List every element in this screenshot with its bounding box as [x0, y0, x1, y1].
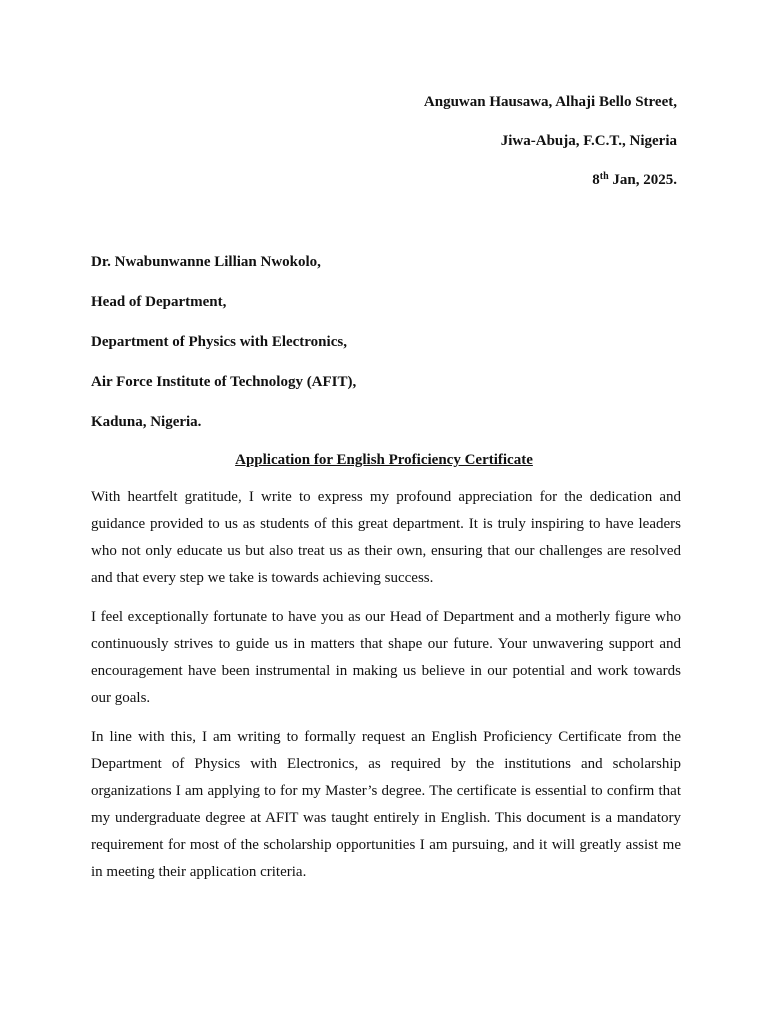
date-day: 8 — [592, 172, 600, 188]
sender-address-line-2: Jiwa-Abuja, F.C.T., Nigeria — [500, 133, 677, 149]
body-paragraph: With heartfelt gratitude, I write to express my profound appreciation for the dedication and guidance provided to us as students of this great department. It is truly inspiring to have leaders who not only educate us but also treat us as their own, ensuring that our challenges are resolved and that every step we take is towards achieving success. — [91, 489, 681, 586]
letter-subject: Application for English Proficiency Certificate — [235, 452, 533, 468]
recipient-address-block — [91, 252, 356, 452]
recipient-institution: Air Force Institute of Technology (AFIT), — [91, 374, 357, 390]
body-paragraph: I feel exceptionally fortunate to have you as our Head of Department and a motherly figure who continuously strives to guide us in matters that shape our future. Your unwavering support and encouragement have been instrumental in making us believe in our potential and work towards our goals. — [91, 609, 681, 706]
recipient-department: Department of Physics with Electronics, — [91, 334, 347, 350]
recipient-name: Dr. Nwabunwanne Lillian Nwokolo, — [91, 254, 321, 270]
recipient-location: Kaduna, Nigeria. — [91, 414, 202, 430]
body-paragraph-3-container — [91, 724, 681, 886]
letter-date — [424, 170, 677, 190]
sender-address-block — [424, 92, 677, 209]
body-paragraph: In line with this, I am writing to formally request an English Proficiency Certificate from the Department of Physics with Electronics, as required by the institutions and scholarship organizations I am applying to for my Master’s degree. The certificate is essential to confirm that my undergraduate degree at AFIT was taught entirely in English. This document is a mandatory requirement for most of the scholarship opportunities I am pursuing, and it will greatly assist me in meeting their application criteria. — [91, 729, 681, 880]
date-month-year: Jan, 2025. — [608, 172, 677, 188]
date-ordinal-suffix: th — [599, 171, 609, 182]
sender-address-line-1: Anguwan Hausawa, Alhaji Bello Street, — [423, 94, 677, 110]
recipient-title: Head of Department, — [91, 294, 227, 310]
body-paragraph-1-container — [91, 484, 681, 592]
body-paragraph-2-container — [91, 604, 681, 712]
